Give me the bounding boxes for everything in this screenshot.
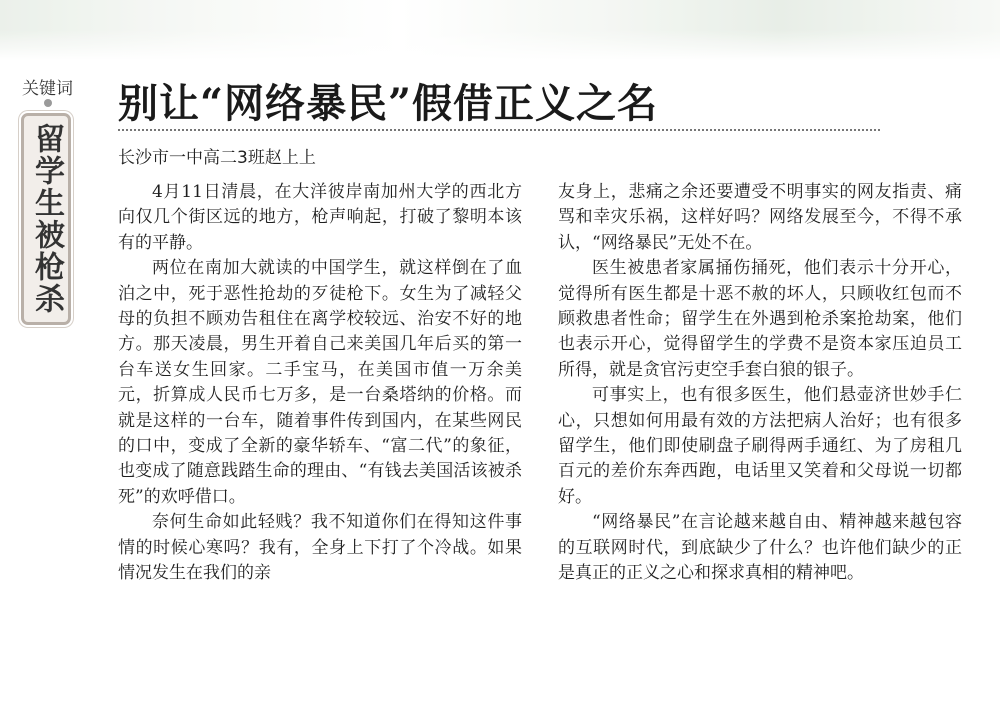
paragraph: 友身上，悲痛之余还要遭受不明事实的网友指责、痛骂和幸灾乐祸，这样好吗？网络发展至今，不得不承认，“网络暴民”无处不在。 (558, 182, 962, 253)
paragraph: 奈何生命如此轻贱？我不知道你们在得知这件事情的时候心寒吗？我有，全身上下打了个冷战。如果情况发生在我们的亲 (118, 512, 522, 584)
article-byline: 长沙市一中高二3班赵上上 (118, 148, 316, 168)
keyword-text: 留学生被枪杀 (29, 123, 64, 315)
article-column-right (558, 180, 962, 587)
article-column-left (118, 180, 522, 587)
paragraph: 两位在南加大就读的中国学生，就这样倒在了血泊之中，死于恶性抢劫的歹徒枪下。女生为了减轻父母的负担不顾劝告租住在离学校较远、治安不好的地方。那天凌晨，男生开着自己来美国几年后买的第一台车送女生回家。二手宝马，在美国市值一万余美元，折算成人民币七万多，是一台桑塔纳的价格。而就是这样的一台车，随着事件传到国内，在某些网民的口中，变成了全新的豪华轿车、“富二代”的象征，也变成了随意践踏生命的理由、“有钱去美国活该被杀死”的欢呼借口。 (118, 258, 522, 507)
paragraph: 可事实上，也有很多医生，他们悬壶济世妙手仁心，只想如何用最有效的方法把病人治好；也有很多留学生，他们即使刷盘子刷得两手通红、为了房租几百元的差价东奔西跑，电话里又笑着和父母说一切都好。 (558, 385, 962, 507)
paragraph: “网络暴民”在言论越来越自由、精神越来越包容的互联网时代，到底缺少了什么？也许他们缺少的正是真正的正义之心和探求真相的精神吧。 (558, 512, 962, 584)
keyword-label: 关键词 (22, 79, 73, 99)
keyword-dot (44, 99, 52, 107)
paragraph: 医生被患者家属捅伤捅死，他们表示十分开心，觉得所有医生都是十恶不赦的坏人，只顾收红包而不顾救患者性命；留学生在外遇到枪杀案抢劫案，他们也表示开心，觉得留学生的学费不是资本家压迫员工所得，就是贪官污吏空手套白狼的银子。 (558, 258, 962, 380)
article-title: 别让“网络暴民”假借正义之名 (118, 80, 659, 127)
title-divider (118, 129, 880, 131)
header-decoration (0, 0, 1000, 60)
paragraph: 4月11日清晨，在大洋彼岸南加州大学的西北方向仅几个街区远的地方，枪声响起，打破了黎明本该有的平静。 (118, 182, 522, 253)
keyword-box (21, 113, 71, 325)
